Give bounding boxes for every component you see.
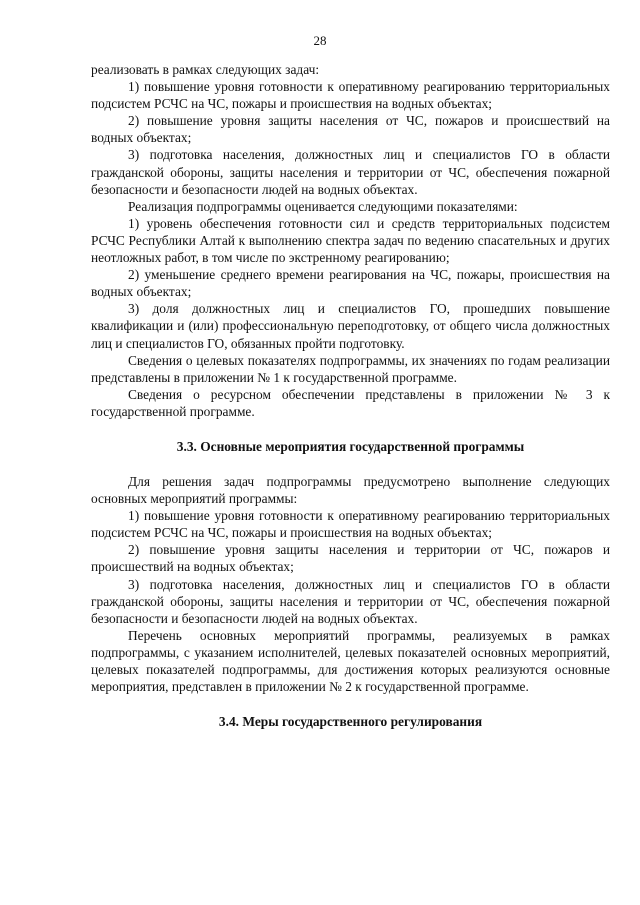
section-heading-3-3: 3.3. Основные мероприятия государственной программы	[176, 438, 525, 454]
page-number: 28	[313, 33, 327, 48]
section-heading-3-4: 3.4. Меры государственного регулирования	[218, 714, 483, 730]
page-content	[91, 61, 610, 730]
task-item-2: 2) повышение уровня защиты населения от ЧС, пожаров и происшествий на водных объектах;	[91, 113, 610, 146]
measures-intro: Для решения задач подпрограммы предусмотрено выполнение следующих основных мероприятий программы:	[91, 473, 610, 507]
measure-item-3: 3) подготовка населения, должностных лиц и специалистов ГО в области гражданской обороны, защиты населения и территории от ЧС, обеспечения пожарной безопасности и безопасности людей на водных объектах.	[91, 576, 610, 626]
measures-summary: Перечень основных мероприятий программы, реализуемых в рамках подпрограммы, с указанием исполнителей, целевых показателей основных мероприятий, целевых показателей подпрограммы, для достижения которых реализуются основные мероприятия, представлен в приложении № 2 к государственной программе.	[91, 627, 610, 695]
resource-info: Сведения о ресурсном обеспечении представлены в приложении № 3 к государственной программе.	[91, 386, 610, 419]
target-indicators-info: Сведения о целевых показателях подпрограммы, их значениях по годам реализации представлены в приложении № 1 к государственной программе.	[91, 352, 610, 385]
indicator-item-2: 2) уменьшение среднего времени реагирования на ЧС, пожары, происшествия на водных объектах;	[91, 267, 610, 300]
task-item-3: 3) подготовка населения, должностных лиц и специалистов ГО в области гражданской обороны, защиты населения и территории от ЧС, обеспечения пожарной безопасности и безопасности людей на водных объектах.	[91, 147, 610, 197]
measure-item-1: 1) повышение уровня готовности к оперативному реагированию территориальных подсистем РСЧС на ЧС, пожары и происшествия на водных объектах;	[91, 508, 610, 541]
indicator-item-1: 1) уровень обеспечения готовности сил и средств территориальных подсистем РСЧС Республики Алтай к выполнению спектра задач по ведению спасательных и других неотложных работ, в том числе по экстренному реагированию;	[91, 215, 610, 266]
indicator-item-3: 3) доля должностных лиц и специалистов ГО, прошедших повышение квалификации и (или) профессиональную переподготовку, от общего числа должностных лиц и специалистов ГО, обязанных пройти подготовку.	[91, 301, 610, 351]
measure-item-2: 2) повышение уровня защиты населения и территории от ЧС, пожаров и происшествий на водных объектах;	[91, 542, 610, 575]
indicators-intro: Реализация подпрограммы оценивается следующими показателями:	[128, 198, 518, 214]
tasks-intro: реализовать в рамках следующих задач:	[91, 62, 320, 77]
task-item-1: 1) повышение уровня готовности к оперативному реагированию территориальных подсистем РСЧС на ЧС, пожары и происшествия на водных объектах;	[91, 79, 610, 112]
